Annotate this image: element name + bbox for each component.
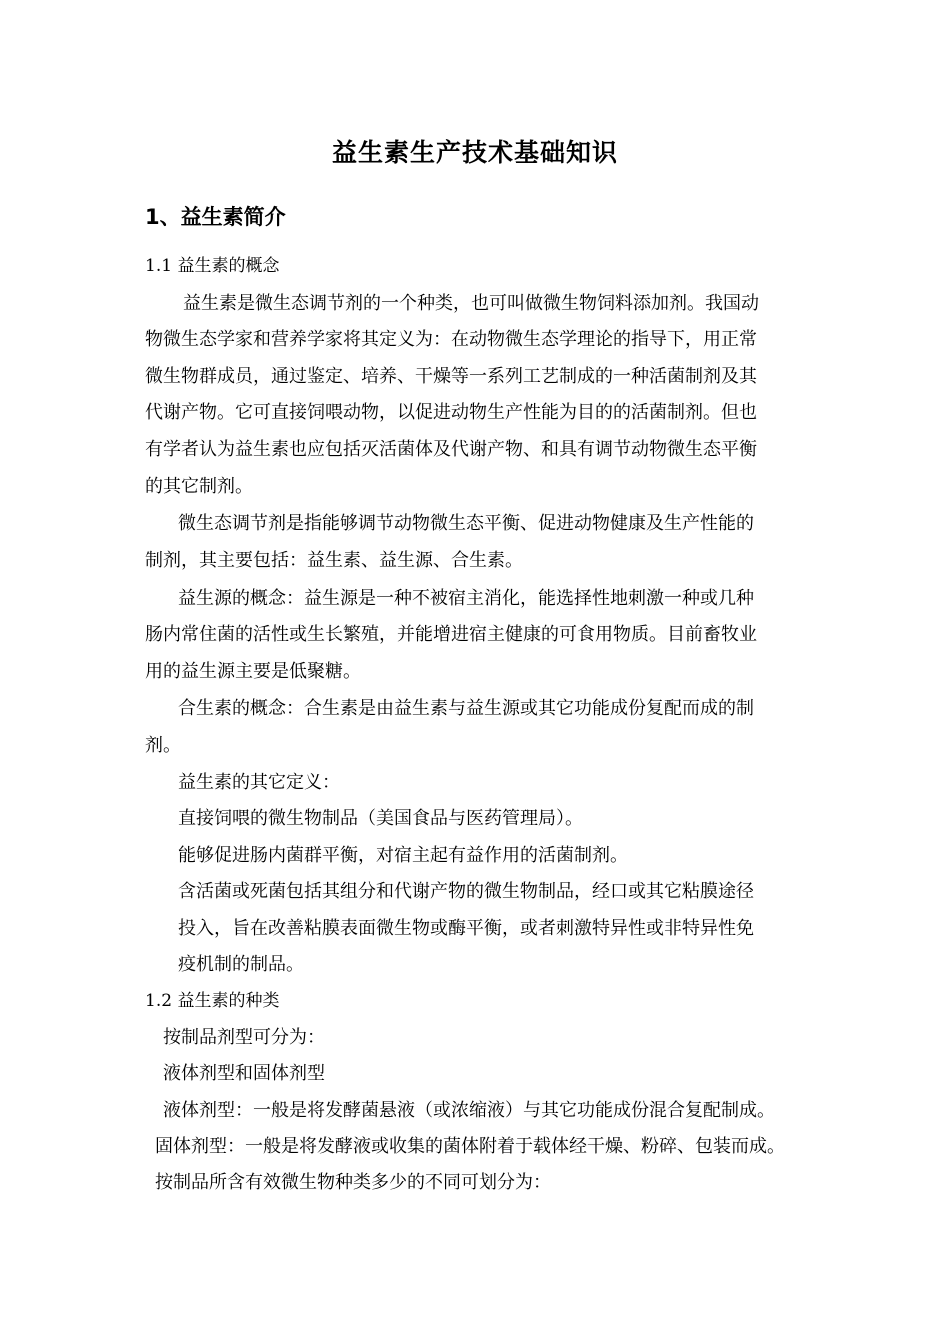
paragraph-line: 益生源的概念：益生源是一种不被宿主消化，能选择性地刺激一种或几种	[178, 588, 754, 609]
definition-item: 投入，旨在改善粘膜表面微生物或酶平衡，或者刺激特异性或非特异性免	[178, 918, 754, 939]
paragraph-line: 液体剂型：一般是将发酵菌悬液（或浓缩液）与其它功能成份混合复配制成。	[163, 1100, 775, 1121]
paragraph-line: 有学者认为益生素也应包括灭活菌体及代谢产物、和具有调节动物微生态平衡	[145, 439, 757, 460]
paragraph-line: 固体剂型：一般是将发酵液或收集的菌体附着于载体经干燥、粉碎、包装而成。	[155, 1136, 785, 1157]
paragraph-line: 的其它制剂。	[145, 476, 253, 497]
definition-item: 含活菌或死菌包括其组分和代谢产物的微生物制品，经口或其它粘膜途径	[178, 881, 754, 902]
definition-item: 能够促进肠内菌群平衡，对宿主起有益作用的活菌制剂。	[178, 845, 628, 866]
paragraph-line: 益生素是微生态调节剂的一个种类，也可叫做微生物饲料添加剂。我国动	[183, 293, 759, 314]
paragraph-line: 制剂，其主要包括：益生素、益生源、合生素。	[145, 550, 523, 571]
paragraph-line: 微生态调节剂是指能够调节动物微生态平衡、促进动物健康及生产性能的	[178, 513, 754, 534]
paragraph-line: 肠内常住菌的活性或生长繁殖，并能增进宿主健康的可食用物质。目前畜牧业	[145, 624, 757, 645]
paragraph-line: 液体剂型和固体剂型	[163, 1063, 325, 1084]
paragraph-line: 剂。	[145, 735, 181, 756]
paragraph-line: 代谢产物。它可直接饲喂动物，以促进动物生产性能为目的的活菌制剂。但也	[145, 402, 757, 423]
definition-heading: 益生素的其它定义：	[178, 772, 340, 793]
paragraph-line: 按制品所含有效微生物种类多少的不同可划分为：	[155, 1172, 551, 1193]
paragraph-line: 合生素的概念：合生素是由益生素与益生源或其它功能成份复配而成的制	[178, 698, 754, 719]
paragraph-line: 物微生态学家和营养学家将其定义为：在动物微生态学理论的指导下，用正常	[145, 329, 757, 350]
paragraph-line: 微生物群成员，通过鉴定、培养、干燥等一系列工艺制成的一种活菌制剂及其	[145, 366, 757, 387]
subsection-heading: 1.2 益生素的种类	[145, 991, 280, 1011]
subsection-heading: 1.1 益生素的概念	[145, 256, 280, 276]
paragraph-line: 用的益生源主要是低聚糖。	[145, 661, 361, 682]
definition-item: 直接饲喂的微生物制品（美国食品与医药管理局）。	[178, 808, 583, 829]
paragraph-line: 按制品剂型可分为：	[163, 1027, 325, 1048]
definition-item: 疫机制的制品。	[178, 954, 304, 975]
document-title: 益生素生产技术基础知识	[331, 138, 618, 167]
section-heading: 1、益生素简介	[145, 205, 286, 229]
